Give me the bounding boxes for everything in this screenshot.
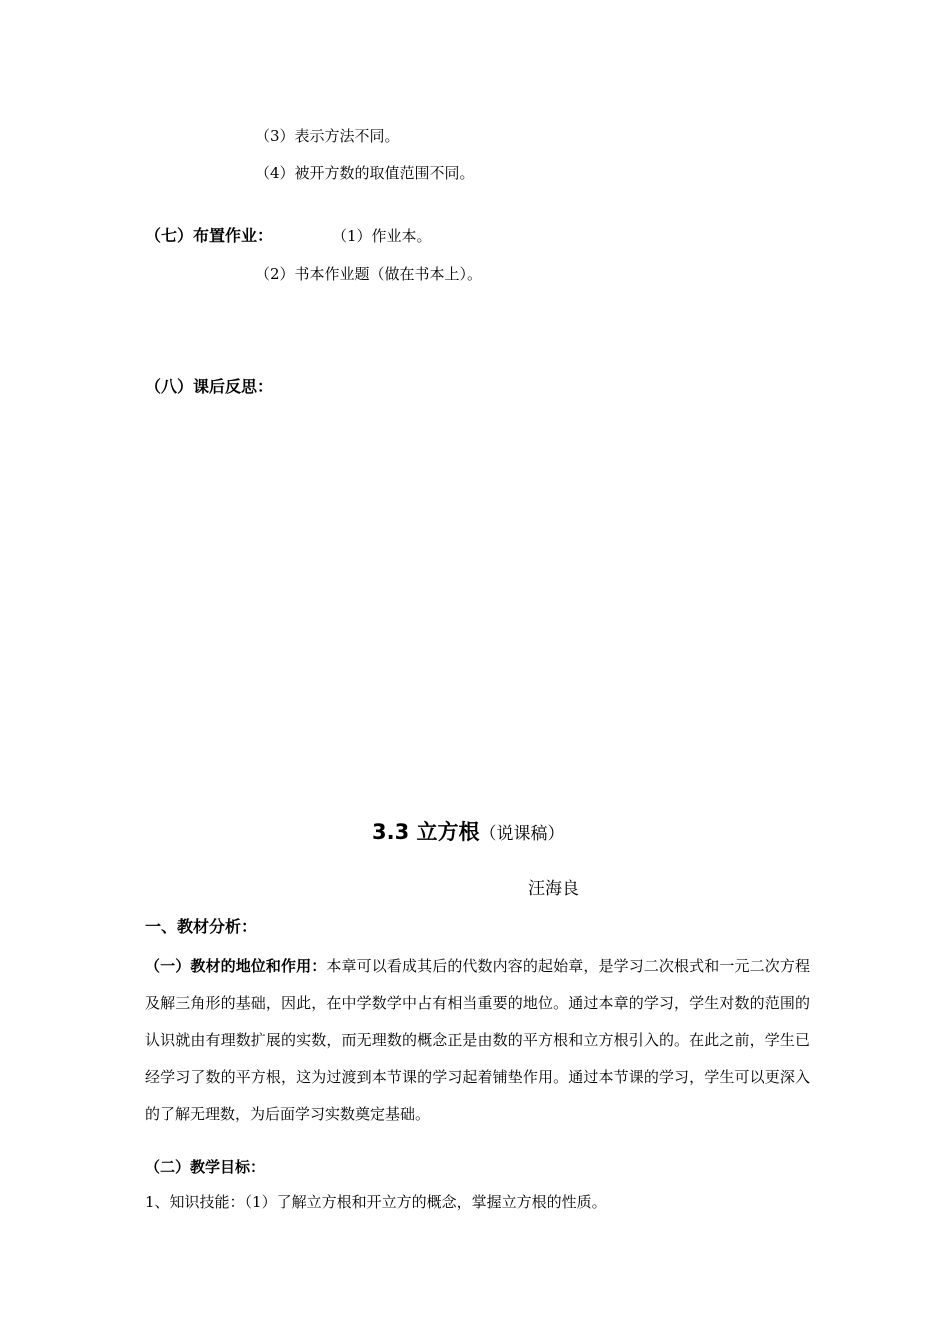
section-heading-teaching-goals: （二）教学目标： <box>145 1158 266 1176</box>
lesson-title: 3.3 立方根 <box>372 820 480 844</box>
section-heading-textbook-analysis: 一、教材分析： <box>145 917 258 936</box>
homework-item-1: （1）作业本。 <box>332 227 432 245</box>
homework-item-2: （2）书本作业题（做在书本上）。 <box>255 265 483 283</box>
lesson-subtitle: （说课稿） <box>479 824 565 844</box>
paragraph-body: 本章可以看成其后的代数内容的起始章，是学习二次根式和一元二次方程及解三角形的基础，因此，在中学数学中占有相当重要的地位。通过本章的学习，学生对数的范围的认识就由有理数扩展的实数，而无理数的概念正是由数的平方根和立方根引入的。在此之前，学生已经学习了数的平方根，这为过渡到本节课的学习起着铺垫作用。通过本节课的学习，学生可以更深入的了解无理数，为后面学习实数奠定基础。 <box>145 957 810 1123</box>
list-item-4: （4）被开方数的取值范围不同。 <box>255 164 475 182</box>
paragraph-role-and-position <box>145 948 810 1133</box>
list-item-3: （3）表示方法不同。 <box>255 127 400 145</box>
homework-heading: （七）布置作业： <box>145 226 274 245</box>
reflection-heading: （八）课后反思： <box>145 377 274 396</box>
lesson-title-block <box>372 822 565 844</box>
goal-item-1: 1、知识技能：（1）了解立方根和开立方的概念，掌握立方根的性质。 <box>145 1193 607 1211</box>
paragraph-lead: （一）教材的地位和作用： <box>145 957 327 975</box>
author-name: 汪海良 <box>528 879 579 899</box>
